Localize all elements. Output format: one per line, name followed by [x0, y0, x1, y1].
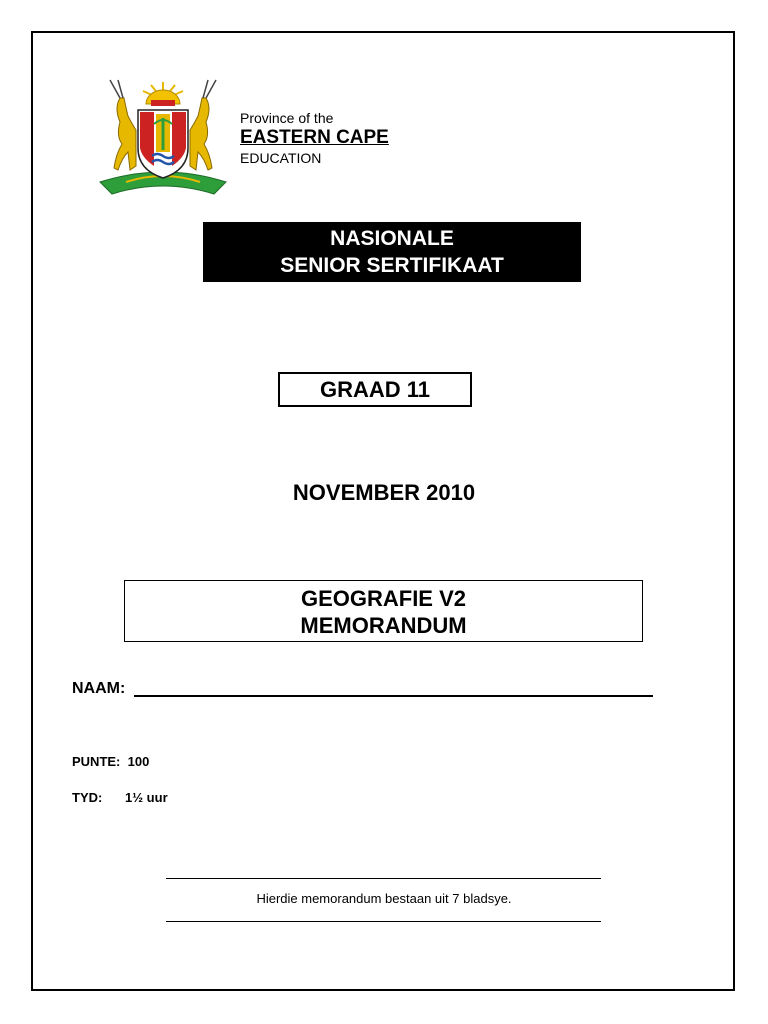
eastern-cape-coat-of-arms-icon [96, 78, 230, 198]
marks-label: PUNTE: 100 [72, 754, 150, 769]
footer-rule-top [166, 878, 601, 879]
time-value: 1½ uur [125, 790, 168, 805]
department-name: EDUCATION [240, 150, 322, 166]
subject-title: GEOGRAFIE V2 [300, 586, 467, 611]
subject-box [124, 580, 643, 642]
document-type: MEMORANDUM [300, 613, 467, 638]
time-label: TYD: [72, 790, 103, 805]
certificate-banner [203, 222, 581, 282]
province-prefix: Province of the [240, 110, 334, 126]
exam-date: NOVEMBER 2010 [292, 480, 476, 505]
banner-line-1: NASIONALE [330, 227, 454, 250]
name-label: NAAM: [72, 680, 126, 697]
province-name: EASTERN CAPE [240, 127, 389, 148]
province-heading [240, 110, 389, 166]
banner-line-2: SENIOR SERTIFIKAAT [280, 254, 504, 277]
footer-rule-bottom [166, 921, 601, 922]
page-count-note: Hierdie memorandum bestaan uit 7 bladsye. [256, 891, 512, 906]
name-underline [134, 695, 653, 697]
grade-box: GRAAD 11 [278, 372, 472, 407]
